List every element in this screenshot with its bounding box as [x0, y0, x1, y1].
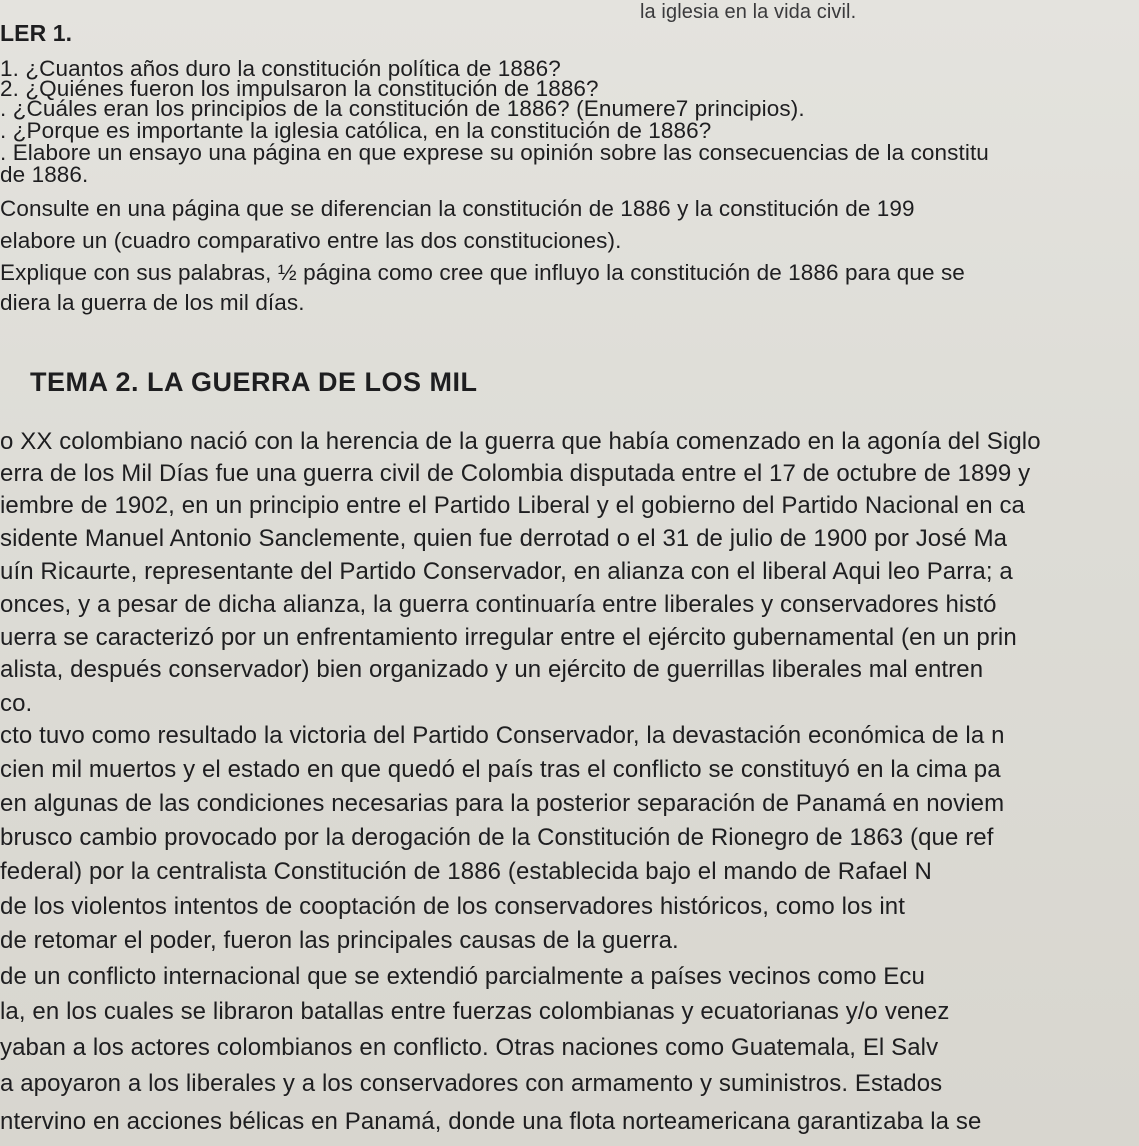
question-item: 1. ¿Cuantos años duro la constitución política de 1886? — [0, 56, 561, 81]
paragraph-line: uerra se caracterizó por un enfrentamiento irregular entre el ejército gubernamental (en un prin — [0, 624, 1017, 651]
paragraph-line: sidente Manuel Antonio Sanclemente, quien fue derrotad o el 31 de julio de 1900 por José Ma — [0, 525, 1008, 552]
paragraph-line: cien mil muertos y el estado en que quedó el país tras el conflicto se constituyó en la cima pa — [0, 756, 1001, 783]
paragraph-line: o XX colombiano nació con la herencia de la guerra que había comenzado en la agonía del Siglo — [0, 428, 1041, 455]
question-item: elabore un (cuadro comparativo entre las dos constituciones). — [0, 228, 622, 253]
paragraph-line: de un conflicto internacional que se extendió parcialmente a países vecinos como Ecu — [0, 963, 925, 990]
paragraph-line: brusco cambio provocado por la derogación de la Constitución de Rionegro de 1863 (que ref — [0, 824, 994, 851]
paragraph-line: erra de los Mil Días fue una guerra civil de Colombia disputada entre el 17 de octubre de 1899 y — [0, 460, 1031, 487]
question-item: . ¿Porque es importante la iglesia católica, en la constitución de 1886? — [0, 118, 712, 143]
question-item: de 1886. — [0, 162, 89, 187]
question-item: Consulte en una página que se diferencian la constitución de 1886 y la constitución de 199 — [0, 196, 915, 221]
question-item: 2. ¿Quiénes fueron los impulsaron la constitución de 1886? — [0, 76, 599, 101]
paragraph-line: uín Ricaurte, representante del Partido Conservador, en alianza con el liberal Aqui leo Parra; a — [0, 558, 1013, 585]
header-fragment: la iglesia en la vida civil. — [640, 1, 857, 23]
question-item: . Elabore un ensayo una página en que exprese su opinión sobre las consecuencias de la constitu — [0, 140, 989, 165]
paragraph-line: alista, después conservador) bien organizado y un ejército de guerrillas liberales mal entren — [0, 656, 984, 683]
paragraph-line: a apoyaron a los liberales y a los conservadores con armamento y suministros. Estados — [0, 1070, 943, 1097]
paragraph-line: co. — [0, 690, 33, 717]
question-item: diera la guerra de los mil días. — [0, 290, 305, 315]
topic-title: TEMA 2. LA GUERRA DE LOS MIL — [30, 367, 478, 397]
paragraph-line: en algunas de las condiciones necesarias para la posterior separación de Panamá en noviem — [0, 790, 1005, 817]
paragraph-line: yaban a los actores colombianos en conflicto. Otras naciones como Guatemala, El Salv — [0, 1034, 939, 1061]
paragraph-line: cto tuvo como resultado la victoria del Partido Conservador, la devastación económica de la n — [0, 722, 1005, 749]
question-item: . ¿Cuáles eran los principios de la constitución de 1886? (Enumere7 principios). — [0, 96, 805, 121]
question-item: Explique con sus palabras, ½ página como cree que influyo la constitución de 1886 para que se — [0, 260, 965, 285]
paragraph-line: federal) por la centralista Constitución de 1886 (establecida bajo el mando de Rafael N — [0, 858, 932, 885]
paragraph-line: onces, y a pesar de dicha alianza, la guerra continuaría entre liberales y conservadores histó — [0, 591, 997, 618]
paragraph-line: de los violentos intentos de cooptación de los conservadores históricos, como los int — [0, 893, 905, 920]
paragraph-line: la, en los cuales se libraron batallas entre fuerzas colombianas y ecuatorianas y/o venez — [0, 998, 950, 1025]
paragraph-line: ntervino en acciones bélicas en Panamá, donde una flota norteamericana garantizaba la se — [0, 1108, 982, 1135]
section-title: LER 1. — [0, 20, 73, 46]
paragraph-line: iembre de 1902, en un principio entre el Partido Liberal y el gobierno del Partido Nacional en ca — [0, 492, 1025, 519]
paragraph-line: de retomar el poder, fueron las principales causas de la guerra. — [0, 927, 679, 954]
